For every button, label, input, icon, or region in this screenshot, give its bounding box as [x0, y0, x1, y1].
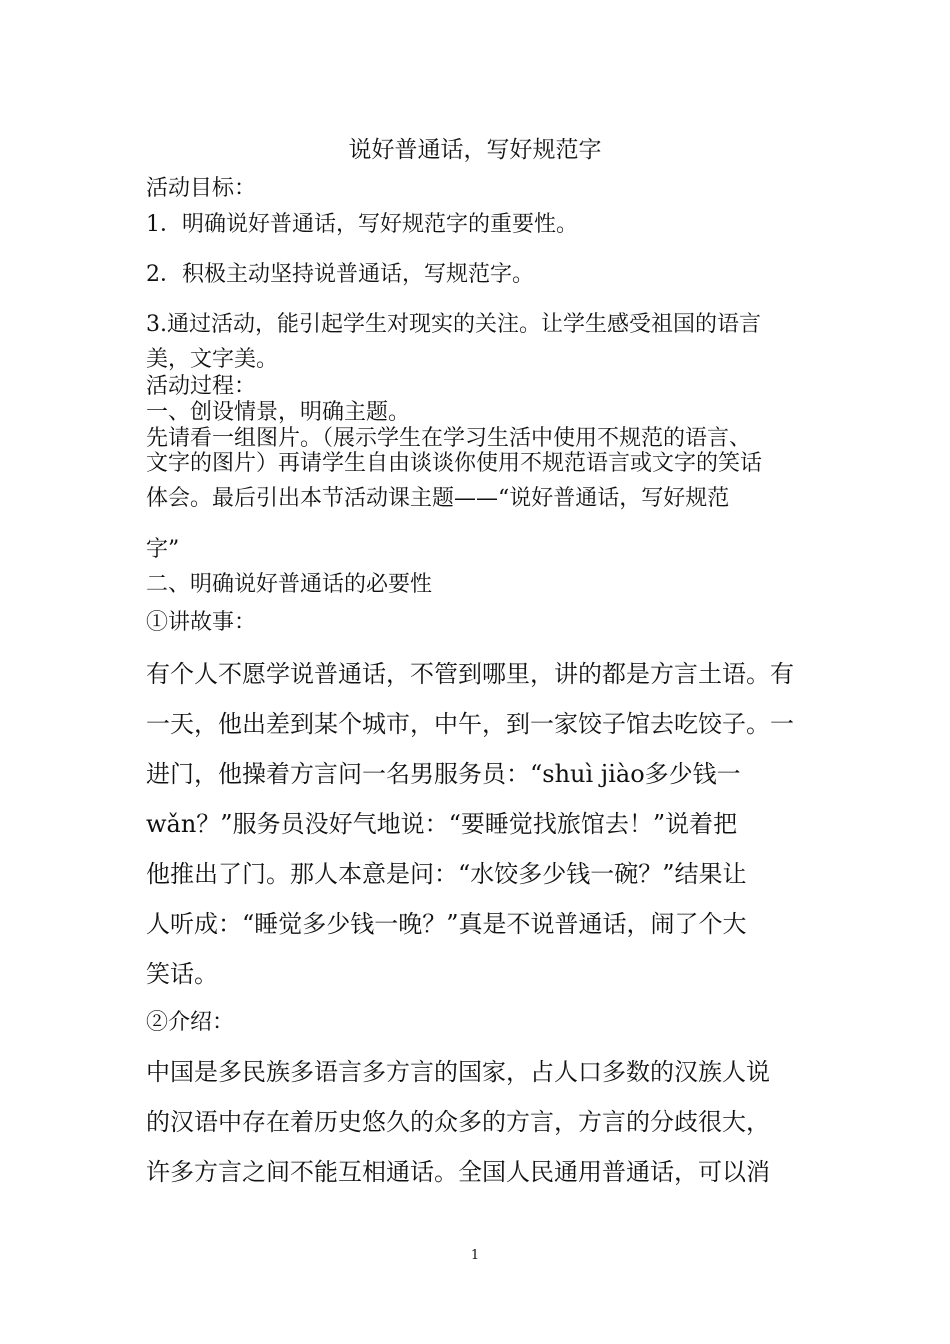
text-line: 活动目标： — [146, 176, 257, 201]
text-line: 笑话。 — [146, 960, 218, 988]
text-line: 活动过程： — [146, 374, 257, 399]
text-line: 美，文字美。 — [146, 347, 279, 372]
text-line: 2．积极主动坚持说普通话，写规范字。 — [146, 262, 534, 287]
text-line: 3.通过活动，能引起学生对现实的关注。让学生感受祖国的语言 — [146, 312, 761, 337]
page-number: 1 — [470, 1248, 480, 1263]
text-line: 文字的图片）再请学生自由谈谈你使用不规范语言或文字的笑话 — [146, 451, 763, 476]
subsection-heading: ①讲故事： — [146, 610, 257, 635]
text-line: 中国是多民族多语言多方言的国家，占人口多数的汉族人说 — [146, 1058, 770, 1086]
text-line: 字” — [146, 537, 180, 562]
text-line: 一、创设情景，明确主题。 — [146, 400, 411, 425]
text-line: 体会。最后引出本节活动课主题——“说好普通话，写好规范 — [146, 486, 730, 511]
text-line: wǎn？”服务员没好气地说：“要睡觉找旅馆去！”说着把 — [146, 810, 738, 838]
text-line: 许多方言之间不能互相通话。全国人民通用普通话，可以消 — [146, 1158, 770, 1186]
text-line: 的汉语中存在着历史悠久的众多的方言，方言的分歧很大， — [146, 1108, 770, 1136]
document-title: 说好普通话，写好规范字 — [348, 137, 602, 163]
text-line: 先请看一组图片。（展示学生在学习生活中使用不规范的语言、 — [146, 426, 752, 451]
subsection-heading: ②介绍： — [146, 1010, 235, 1035]
section-heading: 二、明确说好普通话的必要性 — [146, 572, 433, 597]
text-line: 进门，他操着方言问一名男服务员：“shuì jiào多少钱一 — [146, 760, 741, 788]
text-line: 人听成：“睡觉多少钱一晚？”真是不说普通话，闹了个大 — [146, 910, 747, 938]
text-line: 1．明确说好普通话，写好规范字的重要性。 — [146, 212, 578, 237]
text-line: 有个人不愿学说普通话，不管到哪里，讲的都是方言土语。有 — [146, 660, 794, 688]
text-line: 他推出了门。那人本意是问：“水饺多少钱一碗？”结果让 — [146, 860, 747, 888]
text-line: 一天，他出差到某个城市，中午，到一家饺子馆去吃饺子。一 — [146, 710, 794, 738]
